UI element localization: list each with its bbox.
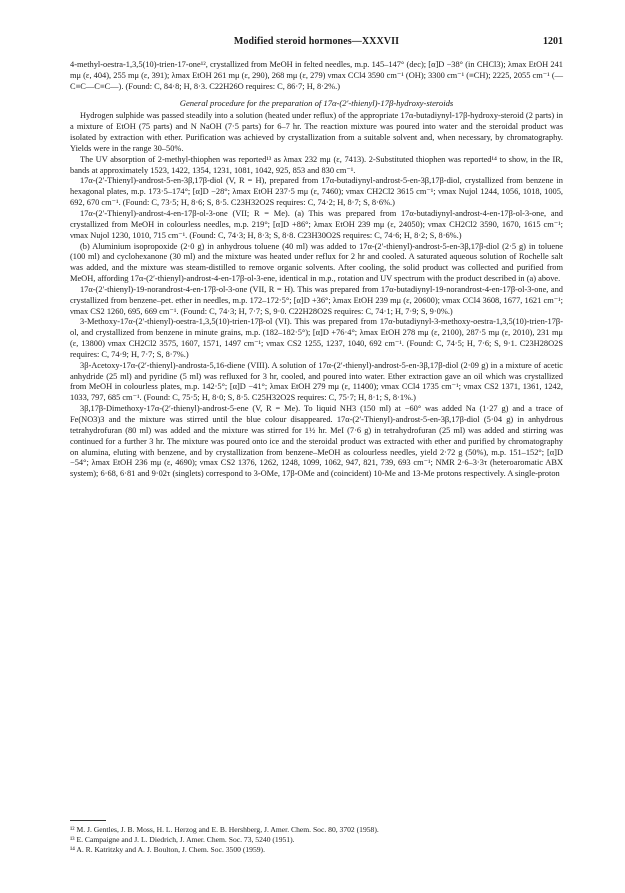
- footnotes: [70, 825, 563, 855]
- paragraph-compound-vii-b: (b) Aluminium isopropoxide (2·0 g) in anhydrous toluene (40 ml) was added to 17α-(2′-thienyl)-androst-5-en-3β,17β-diol (2·5 g) in toluene (100 ml) and cyclohexanone (30 ml) and the mixture was heated under reflux for 2 hr and cooled. A saturated aqueous solution of Rochelle salt was added, and the mixture was steam-distilled to remove organic solvents. After cooling, the solid product was collected and purified from MeOH, affording 17α-(2′-thienyl)-androst-4-en-17β-ol-3-ene, identical in m.p., rotation and UV spectrum with the product described in (a) above.: [70, 241, 563, 284]
- paragraph-acetoxy-compound: 3β-Acetoxy-17α-(2′-thienyl)-androsta-5,16-diene (VIII). A solution of 17α-(2′-thienyl)-androst-5-en-3β,17β-diol (2·09 g) in a mixture of acetic anhydride (25 ml) and pyridine (5 ml) was refluxed for 3 hr, cooled, and poured into water. Ether extraction gave an oil which was crystallized from MeOH in colourless plates, m.p. 142·5°; [α]D −41°; λmax EtOH 279 mμ (ε, 11400); νmax CCl4 1735 cm⁻¹; νmax CS2 1371, 1361, 1242, 1033, 797, 685 cm⁻¹. (Found: C, 75·5; H, 8·0; S, 8·5. C25H32O2S requires: C, 75·7; H, 8·1; S, 8·1%.): [70, 360, 563, 403]
- footnote-rule: [70, 820, 106, 821]
- article-body: [70, 60, 563, 480]
- paragraph-dimethoxy-compound: 3β,17β-Dimethoxy-17α-(2′-thienyl)-androst-5-ene (V, R = Me). To liquid NH3 (150 ml) at −60° was added Na (1·27 g) and a trace of Fe(NO3)3 and the mixture was stirred until the blue colour disappeared. 17α-(2′-Thienyl)-androst-5-en-3β,17β-diol (5·04 g) in anhydrous tetrahydrofuran (80 ml) was added and the mixture was stirred for 1½ hr. MeI (7·6 g) in tetrahydrofuran (25 ml) was added and stirring was continued for a further 3 hr. The mixture was poured onto ice and the steroidal product was extracted with ether and purified by chromatography on alumina, eluting with benzene, and by crystallization from benzene–MeOH as colourless needles, yield 2·72 g (50%), m.p. 151–152°; [α]D −54°; λmax EtOH 236 mμ (ε, 4690); νmax CS2 1376, 1262, 1248, 1099, 1062, 947, 821, 739, 693 cm⁻¹; NMR 2·6–3·3τ (heteroaromatic ABX system); 6·68, 6·81 and 9·02τ (singlets) correspond to 3-OMe, 17β-OMe and (coincident) 10-Me and 13-Me protons respectively. A single-proton: [70, 404, 563, 479]
- page-header: [70, 36, 563, 50]
- page-number: 1201: [543, 36, 563, 47]
- running-title: Modified steroid hormones—XXXVII: [233, 36, 400, 47]
- paragraph-uv-absorption: The UV absorption of 2-methyl-thiophen was reported¹³ as λmax 232 mμ (ε, 7413). 2-Substituted thiophen was reported¹⁴ to show, in the IR, bands at approximately 1523, 1422, 1354, 1231, 1081, 1042, 925, 853 and 830 cm⁻¹.: [70, 154, 563, 175]
- paragraph-general-procedure: Hydrogen sulphide was passed steadily into a solution (heated under reflux) of the appropriate 17α-butadiynyl-17β-hydroxy-steroid (2 parts) in a mixture of EtOH (75 parts) and N NaOH (7·5 parts) for 6–7 hr. The reaction mixture was poured into water and the steroidal product was isolated by extraction with ether. Purification was achieved by crystallization from a suitable solvent and, when necessary, by chromatography. Yields were in the range 30–50%.: [70, 111, 563, 153]
- footnote-13: ¹³ E. Campaigne and J. L. Diedrich, J. Amer. Chem. Soc. 73, 5240 (1951).: [70, 835, 295, 844]
- paragraph-nor-compound: 17α-(2′-thienyl)-19-norandrost-4-en-17β-ol-3-one (VII, R = H). This was prepared from 17α-butadiynyl-19-norandrost-4-en-17β-ol-3-one, and crystallized from benzene–pet. ether in needles, m.p. 172–172·5°; [α]D +36°; λmax EtOH 239 mμ (ε, 20600); νmax CCl4 3608, 1677, 1621 cm⁻¹; νmax CS2 1260, 695, 669 cm⁻¹. (Found: C, 74·3; H, 7·7; S, 9·0. C22H28O2S requires: C, 74·1; H, 7·9; S, 9·0%.): [70, 284, 563, 316]
- paragraph-compound-v: 17α-(2′-Thienyl)-androst-5-en-3β,17β-diol (V, R = H), prepared from 17α-butadiynyl-androst-5-en-3β,17β-diol, crystallized from benzene in hexagonal plates, m.p. 173·5–174°; [α]D −28°; λmax EtOH 237·5 mμ (ε, 7460); νmax CH2Cl2 3615 cm⁻¹; νmax Nujol 1244, 1056, 1018, 1005, 692, 670 cm⁻¹. (Found: C, 73·5; H, 8·6; S, 8·5. C23H32O2S requires: C, 74·2; H, 8·7; S, 8·6%.): [70, 176, 563, 208]
- paragraph-methoxy-compound: 3-Methoxy-17α-(2′-thienyl)-oestra-1,3,5(10)-trien-17β-ol (VI). This was prepared from 17α-butadiynyl-3-methoxy-oestra-1,3,5(10)-trien-17β-ol, and crystallized from benzene in minute grains, m.p. (182–182·5°); [α]D +76·4°; λmax EtOH 278 mμ (ε, 2100), 287·5 mμ (ε, 2010), 231 mμ (ε, 13800) νmax CH2Cl2 3575, 1607, 1571, 1497 cm⁻¹; νmax CS2 1255, 1237, 1040, 692 cm⁻¹. (Found: C, 74·5; H, 7·6; S, 9·1. C23H28O2S requires: C, 74·9; H, 7·7; S, 8·7%.): [70, 317, 563, 359]
- section-heading: General procedure for the preparation of 17α-(2′-thienyl)-17β-hydroxy-steroids: [179, 97, 454, 108]
- paragraph-compound-vii-a: 17α-(2′-Thienyl)-androst-4-en-17β-ol-3-one (VII; R = Me). (a) This was prepared from 17α-butadiynyl-androst-4-en-17β-ol-3-one, and crystallized from MeOH in colourless needles, m.p. 219°; [α]D +86°; λmax EtOH 239 mμ (ε, 24050); νmax CH2Cl2 3590, 1670, 1615 cm⁻¹; νmax Nujol 1230, 1010, 715 cm⁻¹. (Found: C, 74·3; H, 8·3; S, 8·8. C23H30O2S requires: C, 74·6; H, 8·2; S, 8·6%.): [70, 208, 563, 240]
- paragraph-continuation: 4-methyl-oestra-1,3,5(10)-trien-17-one¹², crystallized from MeOH in felted needles, m.p. 145–147° (dec); [α]D −38° (in CHCl3); λmax EtOH 241 mμ (ε, 404), 255 mμ (ε, 391); λmax EtOH 261 mμ (ε, 290), 268 mμ (ε, 279) νmax CCl4 3590 cm⁻¹ (OH); 3300 cm⁻¹ (≡CH); 2225, 2055 cm⁻¹ (—C≡C—C≡C—). (Found: C, 84·8; H, 8·3. C22H26O requires: C, 86·7; H, 8·2%.): [70, 60, 563, 91]
- footnote-12: ¹² M. J. Gentles, J. B. Moss, H. L. Herzog and E. B. Hershberg, J. Amer. Chem. Soc. 80, 3702 (1958).: [70, 825, 379, 834]
- footnote-14: ¹⁴ A. R. Katritzky and A. J. Boulton, J. Chem. Soc. 3500 (1959).: [70, 845, 265, 854]
